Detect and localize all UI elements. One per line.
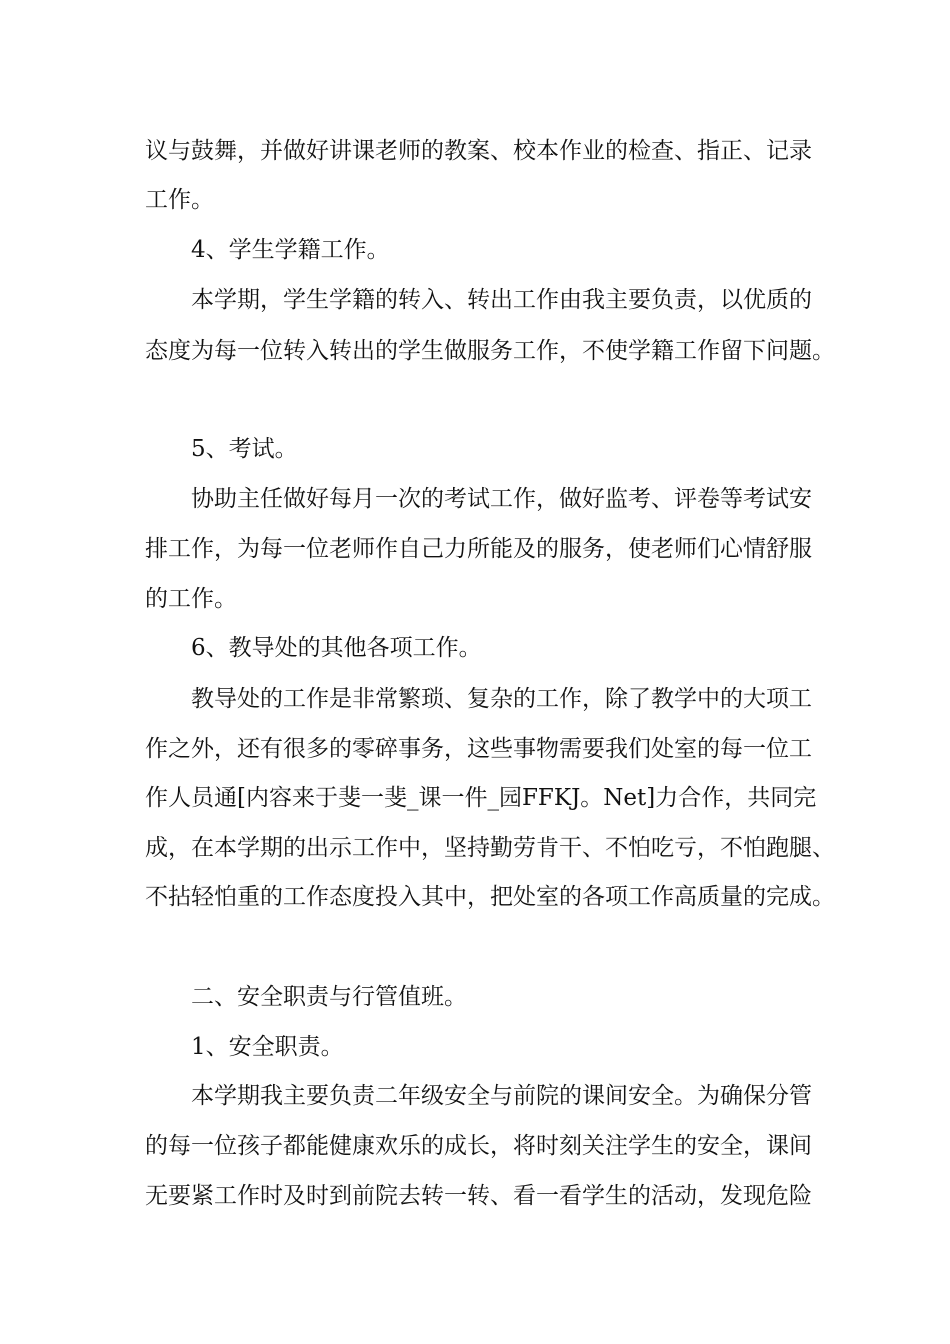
text-line: 作人员通[内容来于斐一斐_课一件_园FFKJ。Net]力合作，共同完 — [145, 785, 817, 811]
text-line: 成，在本学期的出示工作中，坚持勤劳肯干、不怕吃亏，不怕跑腿、 — [145, 835, 835, 861]
section-heading: 4、学生学籍工作。 — [191, 237, 390, 263]
section-heading: 二、安全职责与行管值班。 — [191, 984, 467, 1010]
text-line: 本学期，学生学籍的转入、转出工作由我主要负责，以优质的 — [191, 287, 812, 313]
text-line: 教导处的工作是非常繁琐、复杂的工作，除了教学中的大项工 — [191, 686, 812, 712]
text-line: 的工作。 — [145, 586, 237, 612]
text-line: 协助主任做好每月一次的考试工作，做好监考、评卷等考试安 — [191, 486, 812, 512]
section-heading: 6、教导处的其他各项工作。 — [191, 635, 482, 661]
section-heading: 1、安全职责。 — [191, 1034, 344, 1060]
text-line: 的每一位孩子都能健康欢乐的成长，将时刻关注学生的安全，课间 — [145, 1133, 812, 1159]
text-line: 态度为每一位转入转出的学生做服务工作，不使学籍工作留下问题。 — [145, 338, 835, 364]
text-line: 无要紧工作时及时到前院去转一转、看一看学生的活动，发现危险 — [145, 1183, 812, 1209]
text-line: 作之外，还有很多的零碎事务，这些事物需要我们处室的每一位工 — [145, 736, 812, 762]
section-heading: 5、考试。 — [191, 436, 298, 462]
text-line: 排工作，为每一位老师作自己力所能及的服务，使老师们心情舒服 — [145, 536, 812, 562]
text-line: 议与鼓舞，并做好讲课老师的教案、校本作业的检查、指正、记录 — [145, 138, 812, 164]
text-line: 本学期我主要负责二年级安全与前院的课间安全。为确保分管 — [191, 1083, 812, 1109]
text-line: 工作。 — [145, 187, 214, 213]
text-line: 不拈轻怕重的工作态度投入其中，把处室的各项工作高质量的完成。 — [145, 884, 835, 910]
